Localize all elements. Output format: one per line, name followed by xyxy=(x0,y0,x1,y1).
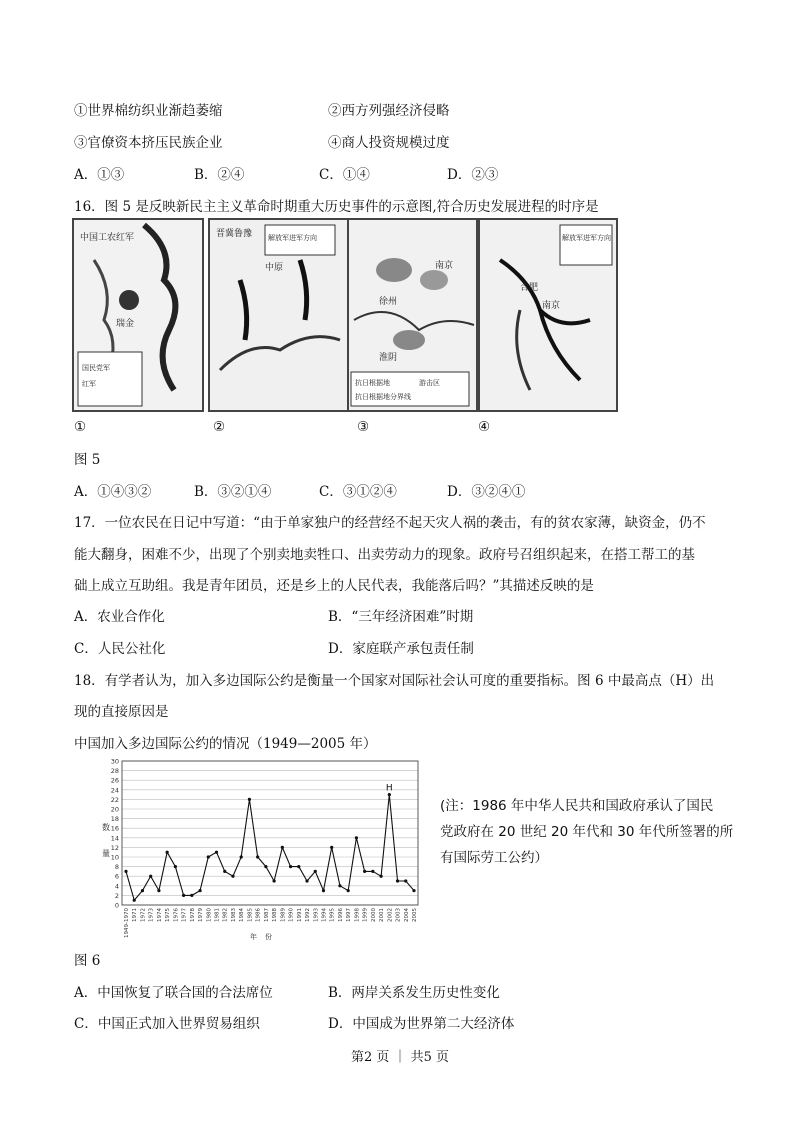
y-tick-label: 18 xyxy=(110,815,119,824)
data-point xyxy=(198,889,201,892)
map-3-legend-2: 游击区 xyxy=(419,379,440,387)
x-tick-label: 1995 xyxy=(329,908,336,922)
chart-note xyxy=(440,793,740,871)
chart-note-line-3: 有国际劳工公约） xyxy=(440,850,548,866)
data-point xyxy=(157,889,160,892)
q16-choice-b: B．③②①④ xyxy=(194,484,272,500)
y-tick-label: 10 xyxy=(110,853,119,862)
data-point xyxy=(314,870,317,873)
data-point xyxy=(322,889,325,892)
data-point xyxy=(207,855,210,858)
map-number-2: ② xyxy=(213,419,226,435)
data-point xyxy=(190,894,193,897)
map-number-4: ④ xyxy=(478,419,491,435)
q18-line-1: 18．有学者认为，加入多边国际公约是衡量一个国家对国际社会认可度的重要指标。图 6 中最高点（H）出 xyxy=(74,673,715,689)
data-point xyxy=(297,865,300,868)
x-tick-label: 1983 xyxy=(230,908,237,922)
data-point xyxy=(371,870,374,873)
x-tick-label: 1993 xyxy=(313,908,320,922)
map-2-legend: 解放军进军方向 xyxy=(268,234,317,242)
x-tick-label: 2004 xyxy=(403,908,410,922)
y-axis-label: 量 xyxy=(102,849,110,858)
y-tick-label: 8 xyxy=(114,863,119,872)
y-tick-label: 0 xyxy=(114,901,119,910)
x-tick-label: 1977 xyxy=(181,908,188,922)
chart-6 xyxy=(96,755,430,943)
q16-choice-d: D．③②④① xyxy=(447,484,526,500)
x-tick-label: 1991 xyxy=(296,908,303,922)
x-tick-label: 2005 xyxy=(412,908,418,922)
map-3-place-2: 徐州 xyxy=(379,297,398,307)
x-tick-label: 1989 xyxy=(280,908,287,922)
data-point xyxy=(355,836,358,839)
map-4-place-1: 合肥 xyxy=(520,283,539,293)
data-point xyxy=(363,870,366,873)
map-3-place-1: 南京 xyxy=(435,261,454,271)
map-4-legend: 解放军进军方向 xyxy=(562,234,611,242)
map-4 xyxy=(478,218,618,412)
x-axis-label: 年份 xyxy=(250,933,280,941)
q16-choice-a: A．①④③② xyxy=(74,484,152,500)
data-point xyxy=(174,865,177,868)
map-3-legend-1: 抗日根据地 xyxy=(355,379,390,387)
y-tick-label: 12 xyxy=(110,843,119,852)
y-tick-label: 26 xyxy=(110,776,119,785)
q17-choice-b: B．“三年经济困难”时期 xyxy=(328,609,474,625)
x-tick-label: 1997 xyxy=(346,908,353,922)
x-tick-label: 1972 xyxy=(140,908,147,922)
y-tick-label: 28 xyxy=(110,767,119,776)
map-3-place-3: 淮阴 xyxy=(379,353,398,363)
y-tick-label: 24 xyxy=(110,786,119,795)
data-point xyxy=(215,851,218,854)
y-tick-label: 14 xyxy=(110,834,119,843)
map-2-title: 晋冀鲁豫 xyxy=(216,229,253,239)
data-point xyxy=(289,865,292,868)
x-tick-label: 1978 xyxy=(189,908,196,922)
x-tick-label: 2003 xyxy=(395,908,402,922)
data-point xyxy=(256,855,259,858)
data-point xyxy=(281,846,284,849)
q15-choice-b: B．②④ xyxy=(194,167,245,183)
q15-option-3: ③官僚资本挤压民族企业 xyxy=(74,135,223,151)
data-point xyxy=(347,889,350,892)
map-1-graphic xyxy=(74,220,202,410)
data-point xyxy=(396,879,399,882)
x-tick-label: 1999 xyxy=(362,908,369,922)
figure-5-label: 图 5 xyxy=(74,452,101,468)
plot-frame xyxy=(122,761,418,905)
y-axis-label: 数 xyxy=(102,823,110,832)
map-1-title: 中国工农红军 xyxy=(80,233,135,243)
map-4-place-2: 南京 xyxy=(542,301,561,311)
map-3-legend-3: 抗日根据地分界线 xyxy=(355,393,411,401)
map-1-legend-1: 国民党军 xyxy=(82,364,110,372)
y-tick-label: 30 xyxy=(110,757,119,766)
x-tick-label: 1986 xyxy=(255,908,262,922)
x-tick-label: 1985 xyxy=(247,908,254,922)
y-tick-label: 4 xyxy=(114,882,119,891)
data-point xyxy=(404,879,407,882)
data-point xyxy=(305,879,308,882)
q15-choice-a: A．①③ xyxy=(74,167,125,183)
y-tick-label: 2 xyxy=(114,891,119,900)
x-tick-label: 2002 xyxy=(387,908,394,922)
data-point xyxy=(264,865,267,868)
data-point xyxy=(141,889,144,892)
q15-option-4: ④商人投资规模过度 xyxy=(328,135,450,151)
data-point xyxy=(248,798,251,801)
q15-choice-c: C．①④ xyxy=(319,167,370,183)
data-point xyxy=(133,899,136,902)
map-3 xyxy=(347,218,478,412)
map-1-legend-2: 红军 xyxy=(82,380,96,388)
x-tick-label: 1992 xyxy=(305,908,312,922)
map-3-graphic xyxy=(349,220,476,410)
figure-6-label: 图 6 xyxy=(74,953,101,969)
q18-line-2: 现的直接原因是 xyxy=(74,704,169,720)
x-tick-label: 1949-1970 xyxy=(124,908,130,938)
chart-note-line-1: (注：1986 年中华人民共和国政府承认了国民 xyxy=(440,798,714,814)
q18-choice-b: B．两岸关系发生历史性变化 xyxy=(328,985,500,1001)
q16-choice-c: C．③①②④ xyxy=(319,484,397,500)
q18-choice-c: C．中国正式加入世界贸易组织 xyxy=(74,1016,260,1032)
data-point xyxy=(223,870,226,873)
map-2 xyxy=(208,218,349,412)
map-2-place: 中原 xyxy=(265,263,284,273)
q17-line-3: 础上成立互助组。我是青年团员，还是乡上的人民代表，我能落后吗？”其描述反映的是 xyxy=(74,578,594,594)
q18-choice-d: D．中国成为世界第二大经济体 xyxy=(328,1016,515,1032)
x-tick-label: 1975 xyxy=(165,908,172,922)
y-tick-label: 16 xyxy=(110,824,119,833)
x-tick-label: 1971 xyxy=(132,908,139,922)
data-point xyxy=(273,879,276,882)
q15-option-2: ②西方列强经济侵略 xyxy=(328,103,450,119)
map-number-3: ③ xyxy=(357,419,370,435)
x-tick-label: 1982 xyxy=(222,908,229,922)
page-footer: 第2 页 ｜ 共5 页 xyxy=(350,1050,450,1065)
chart-note-line-2: 党政府在 20 世纪 20 年代和 30 年代所签署的所 xyxy=(440,824,734,840)
q16-stem: 16．图 5 是反映新民主主义革命时期重大历史事件的示意图,符合历史发展进程的时序是 xyxy=(74,199,599,215)
q15-choice-d: D．②③ xyxy=(447,167,499,183)
q17-line-2: 能大翻身，困难不少，出现了个别卖地卖牲口、出卖劳动力的现象。政府号召组织起来，在搭工帮工的基 xyxy=(74,547,695,563)
data-point xyxy=(124,870,127,873)
x-tick-label: 1979 xyxy=(198,908,205,922)
q15-option-1: ①世界棉纺织业渐趋萎缩 xyxy=(74,103,223,119)
x-tick-label: 1984 xyxy=(239,908,246,922)
peak-label: H xyxy=(385,783,393,794)
q18-choice-a: A．中国恢复了联合国的合法席位 xyxy=(74,985,273,1001)
data-point xyxy=(240,855,243,858)
x-tick-label: 2000 xyxy=(370,908,377,922)
data-point xyxy=(182,894,185,897)
x-tick-label: 1973 xyxy=(148,908,155,922)
map-1-place: 瑞金 xyxy=(116,319,135,329)
y-tick-label: 20 xyxy=(110,805,119,814)
x-tick-label: 1994 xyxy=(321,908,328,922)
data-point xyxy=(149,875,152,878)
data-point xyxy=(330,846,333,849)
x-tick-label: 1990 xyxy=(288,908,295,922)
data-point xyxy=(379,875,382,878)
map-4-graphic xyxy=(480,220,616,410)
data-point xyxy=(412,889,415,892)
map-number-1: ① xyxy=(74,419,87,435)
chart-svg xyxy=(96,755,430,943)
x-tick-label: 1996 xyxy=(337,908,344,922)
x-tick-label: 1988 xyxy=(272,908,279,922)
q17-choice-a: A．农业合作化 xyxy=(74,609,165,625)
data-point xyxy=(231,875,234,878)
q17-line-1: 17．一位农民在日记中写道：“由于单家独户的经营经不起天灾人祸的袭击，有的贫农家薄，缺资金，仍不 xyxy=(74,515,706,531)
map-1 xyxy=(72,218,204,412)
y-tick-label: 22 xyxy=(110,795,119,804)
x-tick-label: 2001 xyxy=(379,908,386,922)
x-tick-label: 1998 xyxy=(354,908,361,922)
map-2-graphic xyxy=(210,220,347,410)
x-tick-label: 1976 xyxy=(173,908,180,922)
x-tick-label: 1980 xyxy=(206,908,213,922)
data-point xyxy=(338,884,341,887)
data-point xyxy=(166,851,169,854)
q17-choice-c: C．人民公社化 xyxy=(74,641,166,657)
x-tick-label: 1974 xyxy=(156,908,163,922)
y-tick-label: 6 xyxy=(114,872,119,881)
x-tick-label: 1981 xyxy=(214,908,221,922)
chart-caption: 中国加入多边国际公约的情况（1949—2005 年） xyxy=(74,736,377,752)
q17-choice-d: D．家庭联产承包责任制 xyxy=(328,641,474,657)
x-tick-label: 1987 xyxy=(263,908,270,922)
